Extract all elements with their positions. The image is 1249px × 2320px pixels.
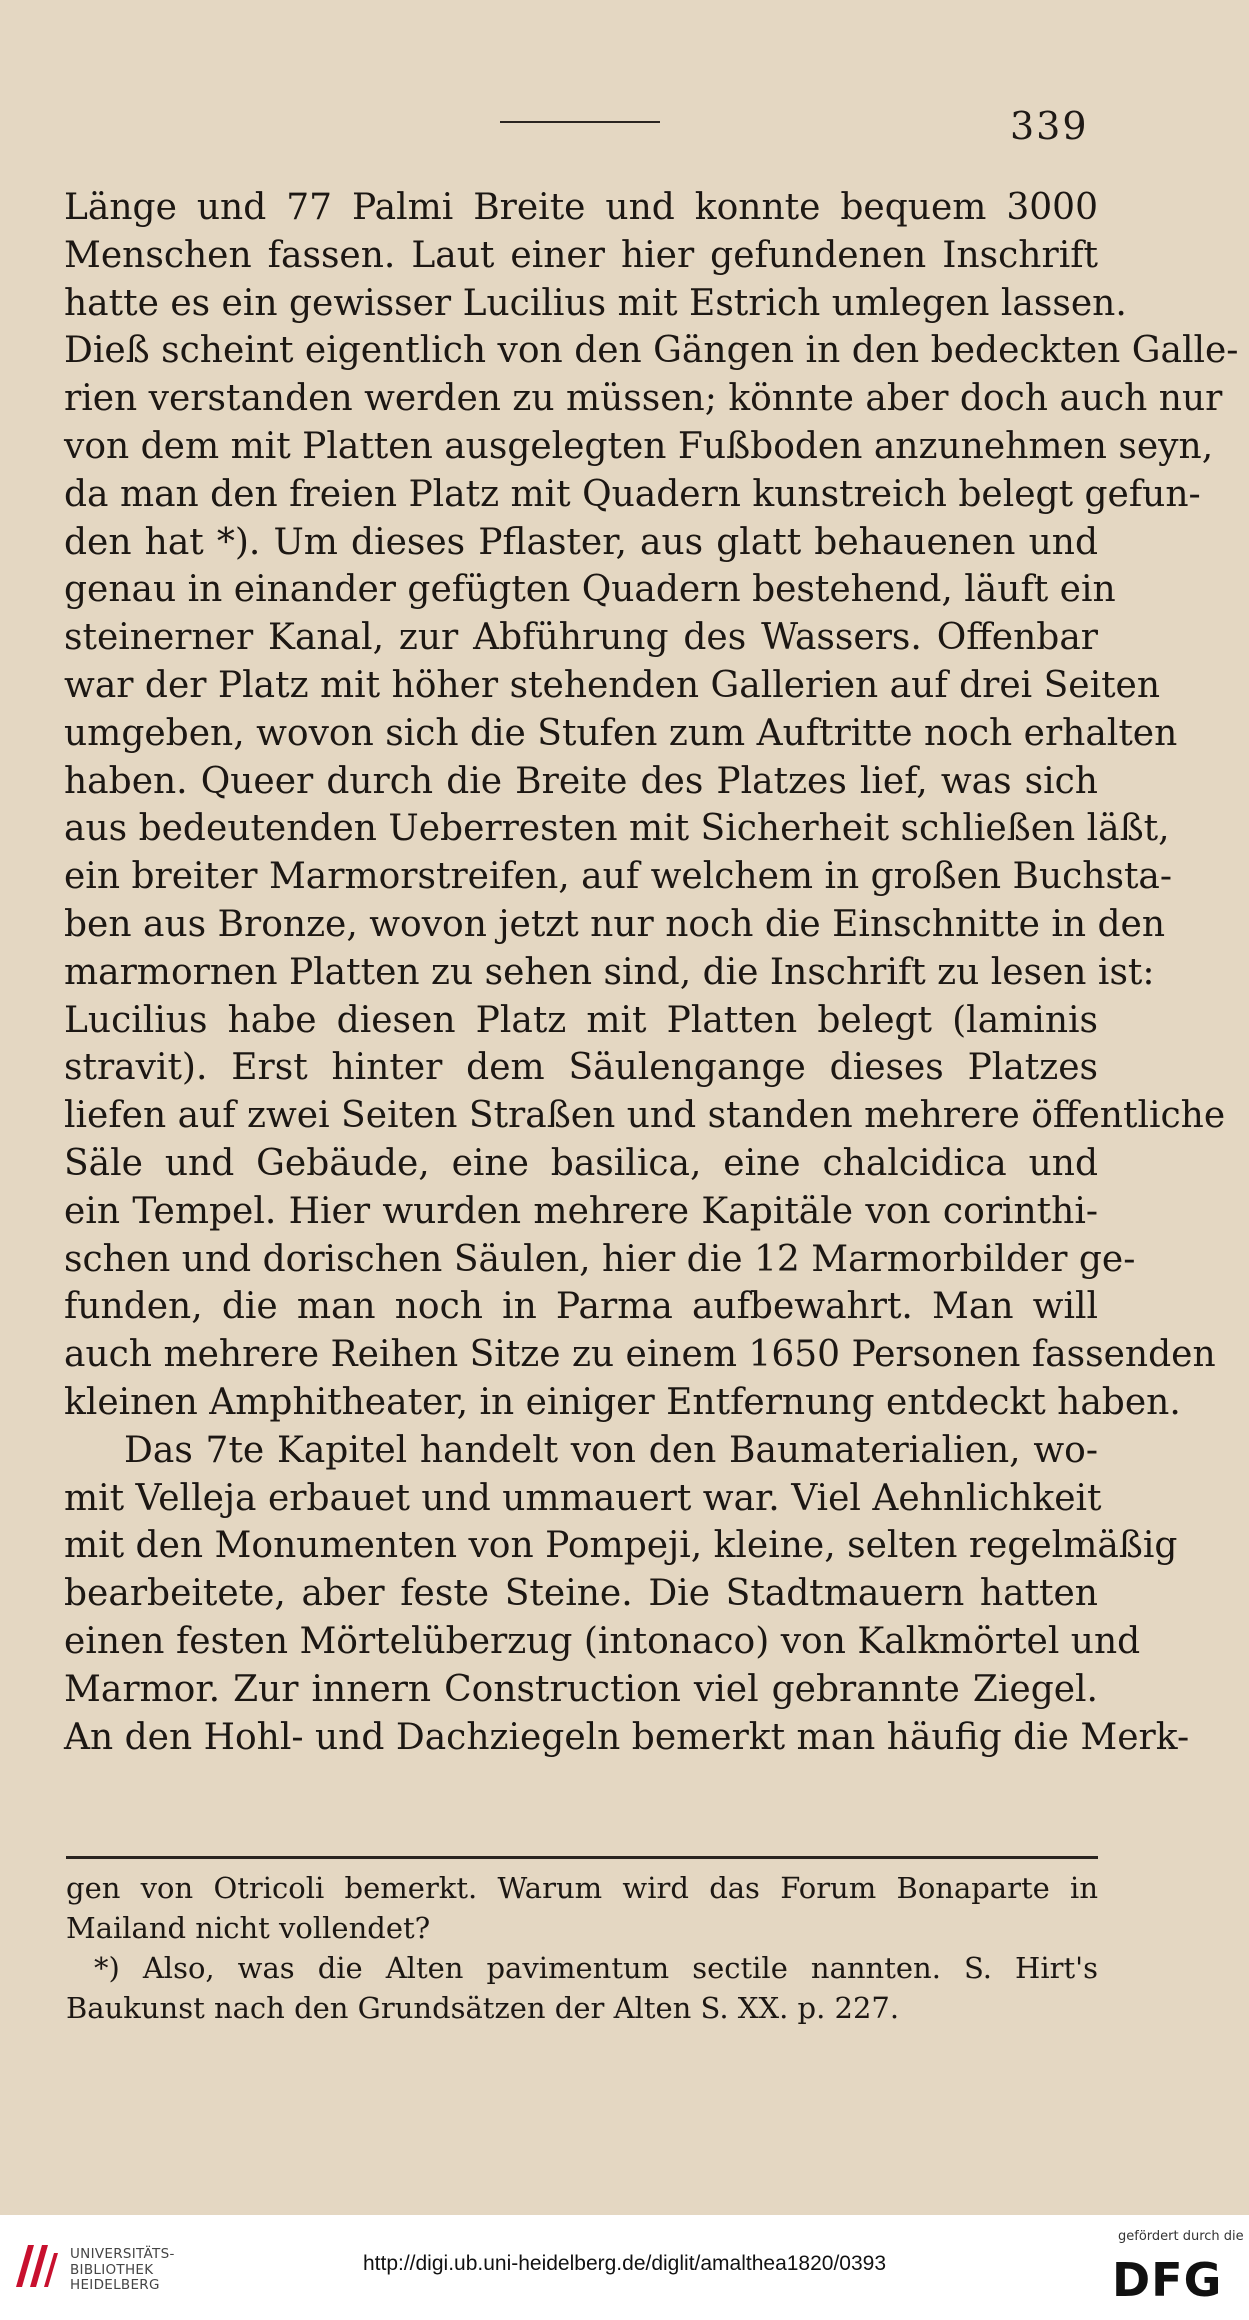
text-line: funden, die man noch in Parma aufbewahrt. Man will (64, 1286, 1098, 1328)
footnote-rule (66, 1856, 1098, 1859)
dfg-logo: DFG (1112, 2253, 1223, 2307)
body-text (64, 184, 1239, 1761)
text-line: liefen auf zwei Seiten Straßen und standen mehrere öffentliche (64, 1095, 1226, 1137)
text-line: Lucilius habe diesen Platz mit Platten belegt (laminis (64, 999, 1098, 1041)
text-line: stravit). Erst hinter dem Säulengange dieses Platzes (64, 1047, 1098, 1089)
footnote-line: *) Also, was die Alten pavimentum sectile nannten. S. Hirt's (94, 1951, 1098, 1985)
text-line: marmornen Platten zu sehen sind, die Inschrift zu lesen ist: (64, 951, 1155, 993)
text-line: mit den Monumenten von Pompeji, kleine, selten regelmäßig (64, 1525, 1178, 1567)
text-line: Marmor. Zur innern Construction viel gebrannte Ziegel. (64, 1668, 1098, 1710)
page-number: 339 (1010, 104, 1089, 148)
text-line: ein breiter Marmorstreifen, auf welchem in großen Buchsta- (64, 856, 1173, 898)
text-line: war der Platz mit höher stehenden Gallerien auf drei Seiten (64, 664, 1161, 706)
text-line: steinerner Kanal, zur Abführung des Wassers. Offenbar (64, 617, 1098, 659)
text-line: ein Tempel. Hier wurden mehrere Kapitäle von corinthi- (64, 1190, 1098, 1232)
text-line: auch mehrere Reihen Sitze zu einem 1650 Personen fassenden (64, 1334, 1216, 1376)
footnote-line: Baukunst nach den Grundsätzen der Alten S. XX. p. 227. (66, 1991, 900, 2025)
text-line: haben. Queer durch die Breite des Platzes lief, was sich (64, 760, 1098, 802)
footnote-line: Mailand nicht vollendet? (66, 1911, 431, 1945)
text-line: hatte es ein gewisser Lucilius mit Estrich umlegen lassen. (64, 282, 1127, 324)
text-line: da man den freien Platz mit Quadern kunstreich belegt gefun- (64, 473, 1201, 515)
text-line: einen festen Mörtelüberzug (intonaco) von Kalkmörtel und (64, 1620, 1141, 1662)
text-line: Länge und 77 Palmi Breite und konnte bequem 3000 (64, 187, 1098, 228)
text-line: Menschen fassen. Laut einer hier gefundenen Inschrift (64, 234, 1098, 276)
text-line: kleinen Amphitheater, in einiger Entfernung entdeckt haben. (64, 1381, 1181, 1423)
footnote-line: gen von Otricoli bemerkt. Warum wird das Forum Bonaparte in (66, 1871, 1098, 1905)
text-line: von dem mit Platten ausgelegten Fußboden anzunehmen seyn, (64, 425, 1214, 467)
text-line: aus bedeutenden Ueberresten mit Sicherheit schließen läßt, (64, 808, 1170, 850)
footnotes (66, 1868, 1098, 2028)
text-line: umgeben, wovon sich die Stufen zum Auftritte noch erhalten (64, 712, 1178, 754)
text-line: mit Velleja erbauet und ummauert war. Viel Aehnlichkeit (64, 1477, 1102, 1519)
text-line: rien verstanden werden zu müssen; könnte aber doch auch nur (64, 378, 1223, 420)
text-line: Dieß scheint eigentlich von den Gängen in den bedeckten Galle- (64, 330, 1239, 372)
text-line: den hat *). Um dieses Pflaster, aus glatt behauenen und (64, 521, 1098, 563)
viewer-footer (0, 2215, 1249, 2320)
text-line: genau in einander gefügten Quadern bestehend, läuft ein (64, 569, 1116, 611)
text-line: schen und dorischen Säulen, hier die 12 Marmorbilder ge- (64, 1238, 1136, 1280)
text-line: Das 7te Kapitel handelt von den Baumaterialien, wo- (124, 1429, 1098, 1471)
permalink-url[interactable]: http://digi.ub.uni-heidelberg.de/diglit/amalthea1820/0393 (362, 2252, 887, 2275)
funding-note: gefördert durch die (1118, 2229, 1244, 2244)
text-line: Säle und Gebäude, eine basilica, eine chalcidica und (64, 1142, 1098, 1184)
text-line: ben aus Bronze, wovon jetzt nur noch die Einschnitte in den (64, 903, 1166, 945)
library-name: UNIVERSITÄTS- BIBLIOTHEK HEIDELBERG (70, 2246, 175, 2293)
text-line: bearbeitete, aber feste Steine. Die Stadtmauern hatten (64, 1573, 1098, 1615)
header-rule (500, 121, 660, 123)
text-line: An den Hohl- und Dachziegeln bemerkt man häufig die Merk- (64, 1716, 1190, 1758)
